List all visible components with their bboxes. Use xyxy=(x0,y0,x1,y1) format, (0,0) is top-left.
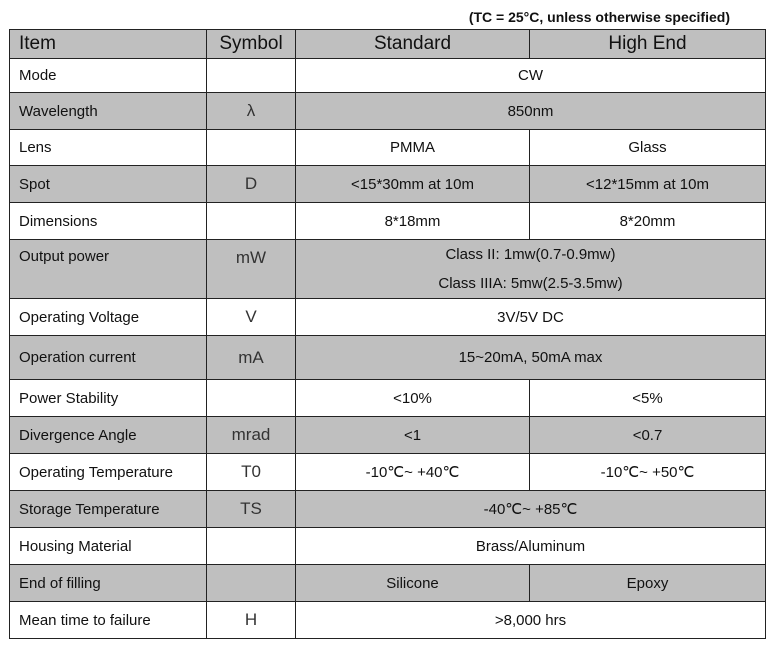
row-power-stability xyxy=(10,380,766,417)
row-standard-value: Silicone xyxy=(296,565,530,602)
row-label: Operating Temperature xyxy=(10,454,207,491)
row-operation-current xyxy=(10,336,766,380)
row-operating-voltage xyxy=(10,299,766,336)
row-value: Brass/Aluminum xyxy=(296,528,766,565)
row-symbol: mrad xyxy=(207,417,296,454)
row-high-end-value: Epoxy xyxy=(530,565,766,602)
row-end-of-filling xyxy=(10,565,766,602)
row-standard-value: <10% xyxy=(296,380,530,417)
row-lens xyxy=(10,130,766,166)
row-high-end-value: 8*20mm xyxy=(530,203,766,240)
row-value: >8,000 hrs xyxy=(296,602,766,639)
row-value: CW xyxy=(296,59,766,93)
row-standard-value: <15*30mm at 10m xyxy=(296,166,530,203)
row-symbol: TS xyxy=(207,491,296,528)
row-value xyxy=(296,240,766,299)
header-symbol: Symbol xyxy=(207,30,296,59)
row-high-end-value: -10℃~ +50℃ xyxy=(530,454,766,491)
row-label: End of filling xyxy=(10,565,207,602)
row-standard-value: <1 xyxy=(296,417,530,454)
header-item: Item xyxy=(10,30,207,59)
row-symbol: D xyxy=(207,166,296,203)
row-housing-material xyxy=(10,528,766,565)
power-line-class-ii: Class II: 1mw(0.7-0.9mw) xyxy=(445,246,616,263)
row-standard-value: -10℃~ +40℃ xyxy=(296,454,530,491)
row-mean-time-to-failure xyxy=(10,602,766,639)
row-standard-value: PMMA xyxy=(296,130,530,166)
row-high-end-value: <0.7 xyxy=(530,417,766,454)
row-label: Divergence Angle xyxy=(10,417,207,454)
row-label: Mean time to failure xyxy=(10,602,207,639)
row-symbol xyxy=(207,380,296,417)
row-standard-value: 8*18mm xyxy=(296,203,530,240)
row-symbol: T0 xyxy=(207,454,296,491)
row-symbol xyxy=(207,130,296,166)
row-wavelength xyxy=(10,93,766,130)
row-spot xyxy=(10,166,766,203)
row-label: Housing Material xyxy=(10,528,207,565)
row-label: Operation current xyxy=(10,336,207,380)
row-value: 3V/5V DC xyxy=(296,299,766,336)
row-symbol: V xyxy=(207,299,296,336)
power-line-class-iiia: Class IIIA: 5mw(2.5-3.5mw) xyxy=(438,275,623,292)
row-label: Output power xyxy=(10,240,207,299)
row-symbol xyxy=(207,59,296,93)
conditions-note: (TC = 25°C, unless otherwise specified) xyxy=(468,9,730,25)
row-high-end-value: Glass xyxy=(530,130,766,166)
row-dimensions xyxy=(10,203,766,240)
row-high-end-value: <12*15mm at 10m xyxy=(530,166,766,203)
row-label: Dimensions xyxy=(10,203,207,240)
row-label: Mode xyxy=(10,59,207,93)
row-label: Power Stability xyxy=(10,380,207,417)
row-value: 850nm xyxy=(296,93,766,130)
row-symbol xyxy=(207,528,296,565)
row-label: Operating Voltage xyxy=(10,299,207,336)
row-symbol: mW xyxy=(207,240,296,299)
row-label: Lens xyxy=(10,130,207,166)
table-header-row xyxy=(10,30,766,59)
row-symbol: mA xyxy=(207,336,296,380)
row-label: Wavelength xyxy=(10,93,207,130)
row-symbol: H xyxy=(207,602,296,639)
row-symbol: λ xyxy=(207,93,296,130)
row-high-end-value: <5% xyxy=(530,380,766,417)
row-label: Spot xyxy=(10,166,207,203)
row-symbol xyxy=(207,203,296,240)
header-standard: Standard xyxy=(296,30,530,59)
row-divergence-angle xyxy=(10,417,766,454)
row-label: Storage Temperature xyxy=(10,491,207,528)
row-storage-temperature xyxy=(10,491,766,528)
row-operating-temperature xyxy=(10,454,766,491)
spec-table xyxy=(9,29,766,639)
row-output-power xyxy=(10,240,766,299)
row-mode xyxy=(10,59,766,93)
row-value: 15~20mA, 50mA max xyxy=(296,336,766,380)
row-value: -40℃~ +85℃ xyxy=(296,491,766,528)
header-high-end: High End xyxy=(530,30,766,59)
row-symbol xyxy=(207,565,296,602)
